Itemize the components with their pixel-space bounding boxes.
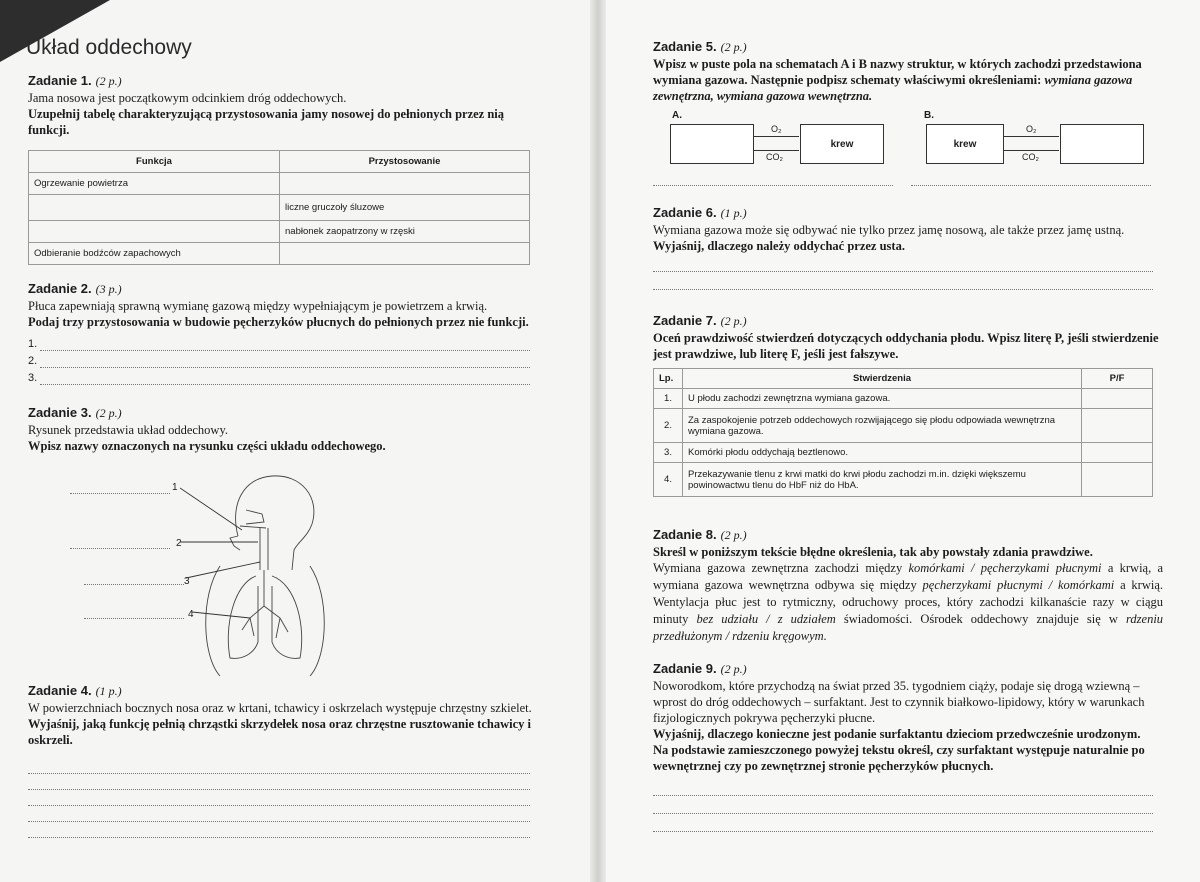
task-1-intro: Jama nosowa jest początkowym odcinkiem dróg oddechowych. (28, 91, 347, 105)
answer-dots[interactable] (28, 820, 530, 822)
option-4[interactable]: rdzeniu przedłużonym / rdzeniu kręgowym. (653, 612, 1164, 643)
table-cell-answer[interactable] (1082, 443, 1153, 463)
table-cell-answer[interactable] (29, 221, 280, 243)
scheme-b-o2: O₂ (1026, 124, 1037, 134)
table-cell-answer[interactable] (1082, 463, 1153, 497)
answer-dots (40, 349, 530, 351)
table-cell: Komórki płodu oddychają beztlenowo. (683, 443, 1082, 463)
answer-dots[interactable] (653, 794, 1153, 796)
answer-dots[interactable] (653, 830, 1153, 832)
answer-dots[interactable] (653, 288, 1153, 290)
task-5-points: (2 p.) (720, 40, 747, 54)
task-4 (28, 682, 548, 748)
arrow-o2 (1003, 136, 1059, 137)
table-cell: 4. (654, 463, 683, 497)
scheme-b-caption-answer[interactable] (911, 184, 1151, 186)
scheme-a-caption-answer[interactable] (653, 184, 893, 186)
respiratory-system-drawing (180, 466, 350, 680)
task-4-name: Zadanie 4. (28, 683, 92, 698)
scheme-b-empty-box[interactable] (1060, 124, 1144, 164)
answer-line-2[interactable]: 2. (28, 355, 38, 367)
table-header-pf: P/F (1082, 369, 1153, 389)
task-8 (653, 526, 1163, 645)
table-cell: liczne gruczoły śluzowe (280, 195, 530, 221)
scheme-a-empty-box[interactable] (670, 124, 754, 164)
task-8-points: (2 p.) (720, 528, 747, 542)
table-cell-answer[interactable] (1082, 409, 1153, 443)
label-2: 2 (176, 538, 182, 549)
task-2-intro: Płuca zapewniają sprawną wymianę gazową między wypełniającym je powietrzem a krwią. (28, 299, 488, 313)
book-fold (590, 0, 606, 882)
table-cell: U płodu zachodzi zewnętrzna wymiana gazowa. (683, 389, 1082, 409)
task-6-name: Zadanie 6. (653, 205, 717, 220)
task-8-instruction: Skreśl w poniższym tekście błędne określenia, tak aby powstały zdania prawdziwe. (653, 545, 1093, 559)
task-3 (28, 404, 548, 454)
table-cell: Za zaspokojenie potrzeb oddechowych rozwijającego się płodu odpowiada wewnętrzna wymiana gazowa. (683, 409, 1082, 443)
task-1-name: Zadanie 1. (28, 73, 92, 88)
label-3: 3 (184, 576, 190, 587)
task-2 (28, 280, 548, 330)
task-3-instruction: Wpisz nazwy oznaczonych na rysunku części układu oddechowego. (28, 439, 386, 453)
scheme-a-co2: CO₂ (766, 152, 783, 162)
table-cell-answer[interactable] (29, 195, 280, 221)
scheme-a-blood: krew (830, 139, 854, 150)
task-8-name: Zadanie 8. (653, 527, 717, 542)
scheme-b-co2: CO₂ (1022, 152, 1039, 162)
answer-dots[interactable] (28, 836, 530, 838)
answer-dots (40, 366, 530, 368)
task-1-points: (2 p.) (95, 74, 122, 88)
right-page (606, 0, 1200, 882)
arrow-o2 (753, 136, 799, 137)
task-5-instruction: Wpisz w puste pola na schematach A i B nazwy struktur, w których zachodzi przedstawiona wymiana gazowa. Następnie podpisz schematy właściwymi określeniami: (653, 57, 1142, 87)
task-1-instruction: Uzupełnij tabelę charakteryzującą przystosowania jamy nosowej do pełnionych przez nią funkcji. (28, 107, 505, 137)
table-cell: Odbieranie bodźców zapachowych (29, 243, 280, 265)
task-9-name: Zadanie 9. (653, 661, 717, 676)
task-4-intro: W powierzchniach bocznych nosa oraz w krtani, tchawicy i oskrzelach występuje chrzęstny szkielet. (28, 701, 532, 715)
task-7-points: (2 p.) (720, 314, 747, 328)
option-1[interactable]: komórkami / pęcherzykami płucnymi (908, 561, 1102, 575)
task-2-instruction: Podaj trzy przystosowania w budowie pęcherzyków płucnych do pełnionych przez nie funkcji. (28, 315, 529, 329)
table-cell: 2. (654, 409, 683, 443)
table-cell-answer[interactable] (280, 173, 530, 195)
table-cell: 3. (654, 443, 683, 463)
left-page (0, 0, 590, 882)
label-1: 1 (172, 482, 178, 493)
task-9-text: Noworodkom, które przychodzą na świat przed 35. tygodniem ciąży, podaje się drogą wziewną – wprost do dróg oddechowych – surfaktant. Jest to czynnik białkowo-lipidowy, który w warunkach fizjologicznych pokrywa pęcherzyki płucne. (653, 679, 1145, 725)
scheme-b-blood: krew (953, 139, 977, 150)
task-7-instruction: Oceń prawdziwość stwierdzeń dotyczących oddychania płodu. Wpisz literę P, jeśli stwierdzenie jest prawdziwe, lub literę F, jeśli jest fałszywe. (653, 331, 1159, 361)
table-cell-answer[interactable] (280, 243, 530, 265)
task-7 (653, 312, 1163, 362)
scheme-a-blood-box (800, 124, 884, 164)
label-3-answer[interactable] (84, 583, 184, 585)
table-cell: Ogrzewanie powietrza (29, 173, 280, 195)
scheme-a-o2: O₂ (771, 124, 782, 134)
task-9 (653, 660, 1163, 774)
answer-line-3[interactable]: 3. (28, 372, 38, 384)
label-4-answer[interactable] (84, 617, 184, 619)
answer-line-1[interactable]: 1. (28, 338, 38, 350)
task-6 (653, 204, 1161, 254)
table-cell: Przekazywanie tlenu z krwi matki do krwi płodu zachodzi m.in. dzięki większemu powinowactwu tlenu do HbF niż do HbA. (683, 463, 1082, 497)
scheme-b-blood-box (926, 124, 1004, 164)
task-2-points: (3 p.) (95, 282, 122, 296)
task-3-name: Zadanie 3. (28, 405, 92, 420)
table-header-statements: Stwierdzenia (683, 369, 1082, 389)
task-6-intro: Wymiana gazowa może się odbywać nie tylko przez jamę nosową, ale także przez jamę ustną. (653, 223, 1125, 237)
task-4-points: (1 p.) (95, 684, 122, 698)
task-5-name: Zadanie 5. (653, 39, 717, 54)
answer-dots[interactable] (28, 788, 530, 790)
table-header-function: Funkcja (29, 151, 280, 173)
task-5-terms: wymiana gazowa zewnętrzna, wymiana gazowa wewnętrzna. (653, 73, 1133, 103)
task-5 (653, 38, 1161, 104)
arrow-co2 (1003, 150, 1059, 151)
answer-dots (40, 383, 530, 385)
table-cell-answer[interactable] (1082, 389, 1153, 409)
table-header-adaptation: Przystosowanie (280, 151, 530, 173)
scheme-a-label: A. (672, 110, 682, 121)
task-7-table (653, 368, 1153, 497)
task-9-question-2: Na podstawie zamieszczonego powyżej tekstu określ, czy surfaktant występuje naturalnie po wewnętrznej czy po zewnętrznej stronie pęcherzyków płucnych. (653, 743, 1145, 773)
task-9-question-1: Wyjaśnij, dlaczego konieczne jest podanie surfaktantu dzieciom przedwcześnie urodzonym. (653, 727, 1141, 741)
task-4-instruction: Wyjaśnij, jaką funkcję pełnią chrząstki skrzydełek nosa oraz chrzęstne rusztowanie tchawicy i oskrzeli. (28, 717, 531, 747)
task-2-name: Zadanie 2. (28, 281, 92, 296)
task-1 (28, 72, 548, 138)
answer-dots[interactable] (653, 270, 1153, 272)
task-3-points: (2 p.) (95, 406, 122, 420)
scheme-b-label: B. (924, 110, 934, 121)
answer-dots[interactable] (28, 772, 530, 774)
arrow-co2 (753, 150, 799, 151)
label-1-answer[interactable] (70, 492, 170, 494)
answer-dots[interactable] (28, 804, 530, 806)
task-9-points: (2 p.) (720, 662, 747, 676)
chapter-title: Układ oddechowy (26, 36, 192, 59)
table-cell: nabłonek zaopatrzony w rzęski (280, 221, 530, 243)
option-2[interactable]: pęcherzykami płucnymi / komórkami (922, 578, 1115, 592)
answer-dots[interactable] (653, 812, 1153, 814)
task-6-points: (1 p.) (720, 206, 747, 220)
table-header-lp: Lp. (654, 369, 683, 389)
task-1-table (28, 150, 530, 265)
task-7-name: Zadanie 7. (653, 313, 717, 328)
task-6-instruction: Wyjaśnij, dlaczego należy oddychać przez usta. (653, 239, 905, 253)
task-8-text: Wymiana gazowa zewnętrzna zachodzi między komórkami / pęcherzykami płucnymi a krwią, a wymiana gazowa wewnętrzna odbywa się między pęcherzykami płucnymi / komórkami a krwią. Wentylacja płuc jest to rytmiczny, odruchowy proces, który zachodzi kilkanaście razy w ciągu minuty bez udziału / z udziałem świadomości. Ośrodek oddechowy znajduje się w rdzeniu przedłużonym / rdzeniu kręgowym. (653, 561, 1164, 643)
label-4: 4 (188, 609, 194, 620)
table-cell: 1. (654, 389, 683, 409)
label-2-answer[interactable] (70, 547, 170, 549)
task-3-intro: Rysunek przedstawia układ oddechowy. (28, 423, 229, 437)
option-3[interactable]: bez udziału / z udziałem (696, 612, 836, 626)
